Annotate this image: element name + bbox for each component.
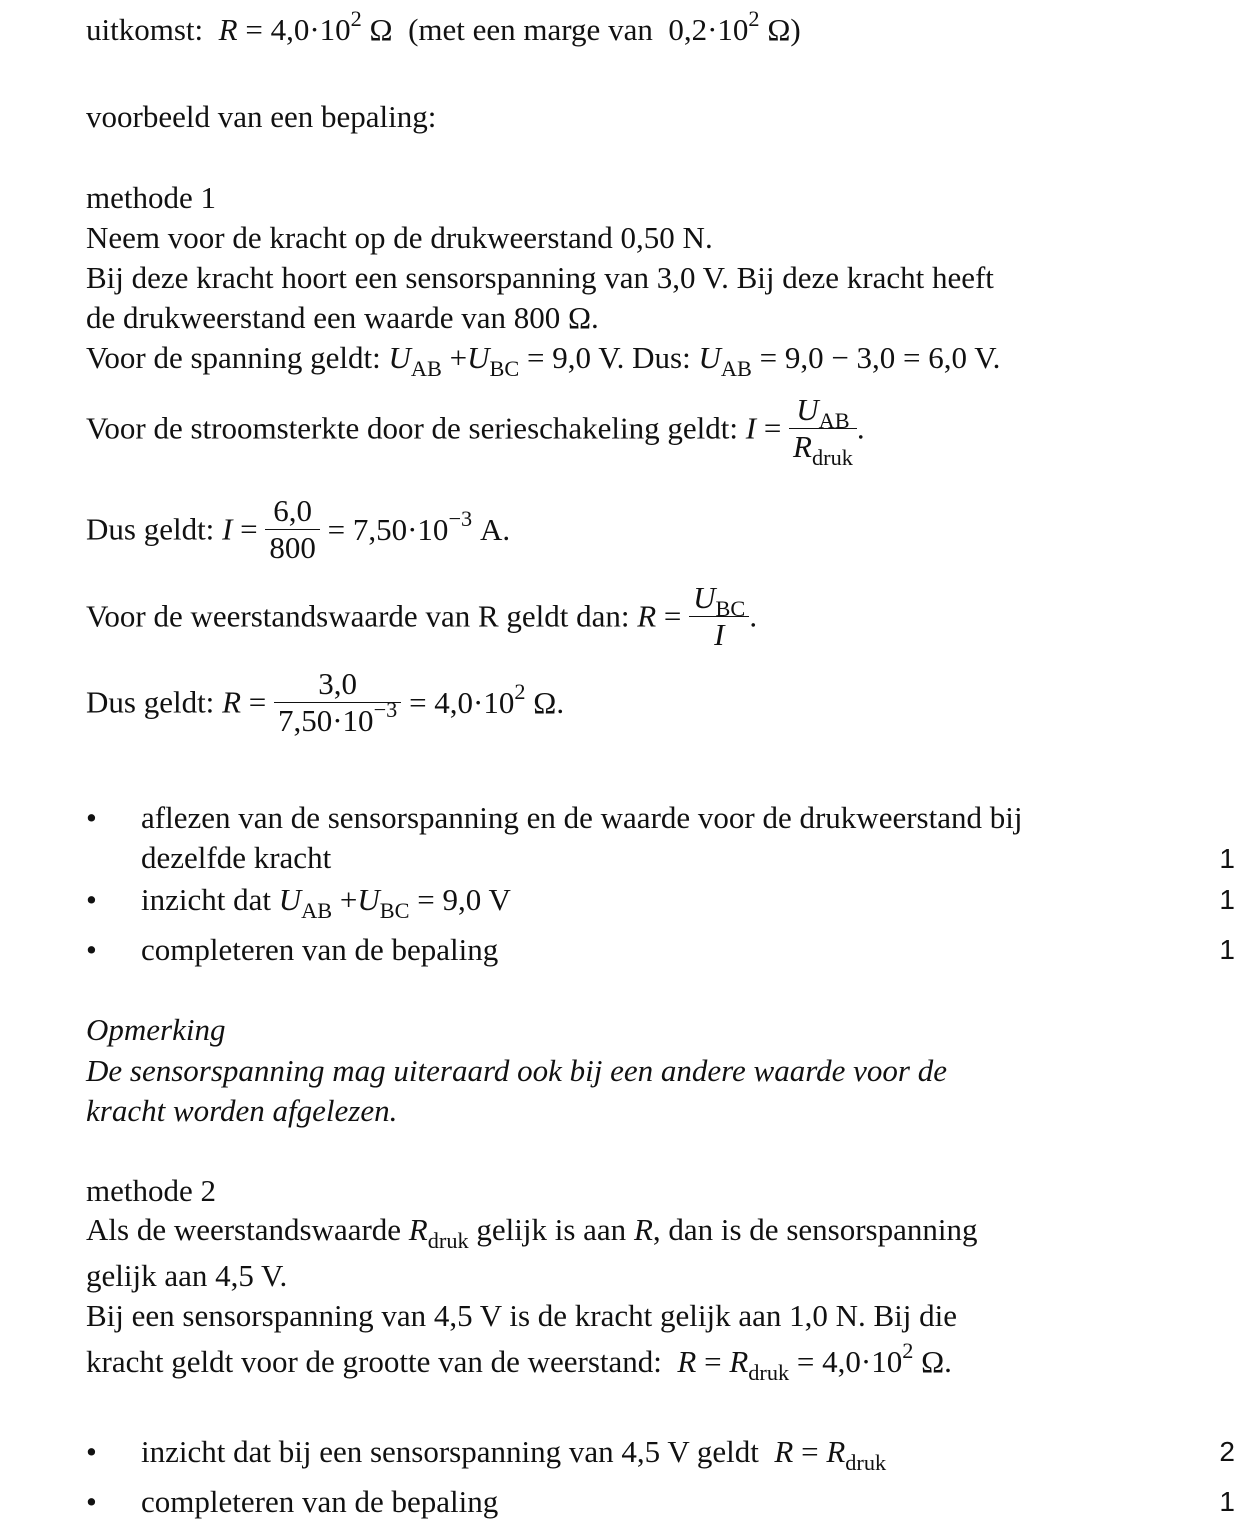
method1-line3-value: 800 Ω. [513, 300, 599, 335]
equals-sign: = [240, 511, 258, 547]
symbol-i: I [222, 511, 233, 547]
equals-sign: = [663, 598, 682, 634]
symbol-u: U [278, 882, 302, 917]
equals-sign: = [763, 410, 782, 446]
criterion2-score: 1 [1219, 884, 1235, 915]
criterion5-text: completeren van de bepaling [141, 1484, 499, 1519]
method1-line7: Voor de weerstandswaarde van R geldt dan: R = $\frac{U_{BC}}{I}$ . [86, 580, 758, 652]
method1-title: methode 1 [86, 180, 216, 215]
method2-line4-prefix: kracht geldt voor de grootte van de weerstand: [86, 1344, 662, 1379]
method2-line1-mid: gelijk is aan [476, 1212, 627, 1247]
denominator-exponent: −3 [373, 696, 398, 722]
criterion3-score: 1 [1219, 934, 1235, 965]
symbol-r: R [677, 1344, 697, 1379]
current-result: = 7,50·10 [327, 511, 449, 547]
fraction-denominator: 7,50·10 [277, 702, 374, 738]
margin-prefix: (met een marge van [408, 12, 653, 47]
fraction-resistance [274, 666, 401, 738]
subscript-bc: BC [379, 898, 410, 924]
method2-line2: gelijk aan 4,5 V. [86, 1258, 288, 1293]
fraction-current [265, 493, 320, 565]
method2-line1-prefix: Als de weerstandswaarde [86, 1212, 402, 1247]
resistance-prefix: Voor de weerstandswaarde van R geldt dan: [86, 598, 630, 634]
plus-sign: + [339, 882, 358, 917]
fraction-numerator: 6,0 [265, 493, 320, 530]
voltage-prefix: Voor de spanning geldt: [86, 340, 381, 375]
result-line: uitkomst: $R = 4,0\cdot 10^2$ Ω (met een marge van $0,2\cdot 10^2$ Ω) [86, 6, 801, 47]
symbol-u: U [388, 340, 411, 375]
dus-label: Dus: [632, 340, 691, 375]
equals-sign: = [248, 684, 267, 720]
symbol-r: R [774, 1434, 794, 1469]
equals-sign: = [801, 1434, 819, 1469]
symbol-u: U [693, 580, 716, 615]
bullet: • [86, 800, 97, 835]
subscript-bc: BC [715, 596, 746, 622]
bullet: • [86, 932, 97, 967]
criterion3-text: completeren van de bepaling [141, 932, 499, 967]
method1-line2: Bij deze kracht hoort een sensorspanning van 3,0 V. Bij deze kracht heeft [86, 260, 994, 295]
symbol-r: R [729, 1344, 749, 1379]
method2-unit: Ω. [921, 1344, 952, 1379]
dus-geldt-label: Dus geldt: [86, 511, 215, 547]
bullet: • [86, 882, 97, 917]
subscript-ab: AB [410, 356, 442, 382]
resistance-exponent: 2 [514, 678, 526, 704]
symbol-u: U [357, 882, 380, 917]
result-exponent: 2 [350, 6, 362, 32]
subscript-druk: druk [748, 1360, 790, 1386]
criterion4-prefix: inzicht dat bij een sensorspanning van 4,5 V geldt [141, 1434, 759, 1469]
voltage-calc: = 9,0 − 3,0 = 6,0 V. [759, 340, 1001, 375]
method1-line6 [86, 493, 510, 565]
criterion1-line1: aflezen van de sensorspanning en de waarde voor de drukweerstand bij [141, 800, 1023, 835]
subscript-bc: BC [489, 356, 520, 382]
symbol-u: U [698, 340, 721, 375]
subscript-druk: druk [427, 1228, 469, 1254]
bullet: • [86, 1484, 97, 1519]
equals-sign: = [245, 12, 263, 47]
symbol-r: R [633, 1212, 653, 1247]
current-unit: A. [479, 511, 511, 547]
remark-line2: kracht worden afgelezen. [86, 1093, 398, 1128]
criterion4-score: 2 [1219, 1436, 1235, 1467]
criterion2-suffix: = 9,0 V [417, 882, 511, 917]
result-mantissa: 4,0 [270, 12, 310, 47]
method2-line1 [86, 1212, 978, 1254]
method2-line1-suffix: , dan is de sensorspanning [652, 1212, 978, 1247]
symbol-i: I [714, 616, 725, 652]
margin-exponent: 2 [748, 6, 760, 32]
result-unit: Ω [369, 12, 393, 47]
resistance-unit: Ω. [533, 684, 565, 720]
method1-line3 [86, 302, 599, 333]
criterion4-text [141, 1434, 887, 1476]
symbol-r: R [222, 684, 241, 720]
method2-title: methode 2 [86, 1173, 216, 1208]
current-exponent: −3 [448, 505, 473, 531]
criterion1-score: 1 [1219, 843, 1235, 874]
method2-exponent: 2 [902, 1338, 914, 1364]
margin-suffix: Ω) [767, 12, 801, 47]
symbol-r: R [408, 1212, 428, 1247]
criterion2-text [141, 882, 511, 924]
remark-title: Opmerking [86, 1012, 226, 1047]
bullet: • [86, 1434, 97, 1469]
symbol-i: I [745, 410, 757, 446]
subscript-ab: AB [301, 898, 333, 924]
dus-geldt-label: Dus geldt: [86, 684, 215, 720]
method1-line4 [86, 340, 1001, 382]
symbol-u: U [796, 392, 819, 427]
criterion5-score: 1 [1219, 1486, 1235, 1517]
result-label: uitkomst: [86, 12, 204, 47]
symbol-u: U [467, 340, 490, 375]
symbol-r: R [793, 428, 812, 464]
subscript-ab: AB [818, 408, 850, 434]
subscript-druk: druk [845, 1450, 887, 1476]
current-prefix: Voor de stroomsterkte door de serieschakeling geldt: [86, 410, 738, 446]
subscript-druk: druk [811, 445, 853, 471]
method1-line5: Voor de stroomsterkte door de serieschakeling geldt: I = $\frac{U_{AB}}{R_{druk}}$ . [86, 392, 865, 471]
method1-line3-text: de drukweerstand een waarde van [86, 300, 507, 335]
method1-line1: Neem voor de kracht op de drukweerstand 0,50 N. [86, 220, 713, 255]
symbol-r: R [218, 12, 238, 47]
method2-line3: Bij een sensorspanning van 4,5 V is de kracht gelijk aan 1,0 N. Bij die [86, 1298, 958, 1333]
criterion2-prefix: inzicht dat [141, 882, 271, 917]
fraction-numerator: 3,0 [274, 666, 401, 703]
subscript-ab: AB [720, 356, 752, 382]
fraction-ubc-over-i [689, 580, 749, 652]
symbol-r: R [826, 1434, 846, 1469]
method2-result: = 4,0·10 [796, 1344, 903, 1379]
remark-line1: De sensorspanning mag uiteraard ook bij een andere waarde voor de [86, 1053, 947, 1088]
method2-line4 [86, 1338, 952, 1386]
symbol-r: R [637, 598, 657, 634]
resistance-result: = 4,0·10 [409, 684, 515, 720]
method1-line8 [86, 666, 564, 738]
fraction-denominator: 800 [269, 529, 316, 565]
fraction-uab-over-rdruk [789, 392, 857, 471]
example-heading: voorbeeld van een bepaling: [86, 99, 437, 134]
criterion1-line2: dezelfde kracht [141, 840, 332, 875]
equals-sign: = [704, 1344, 722, 1379]
margin-mantissa: 0,2 [668, 12, 708, 47]
voltage-sum: = 9,0 V. [527, 340, 625, 375]
plus-sign: + [449, 340, 468, 375]
